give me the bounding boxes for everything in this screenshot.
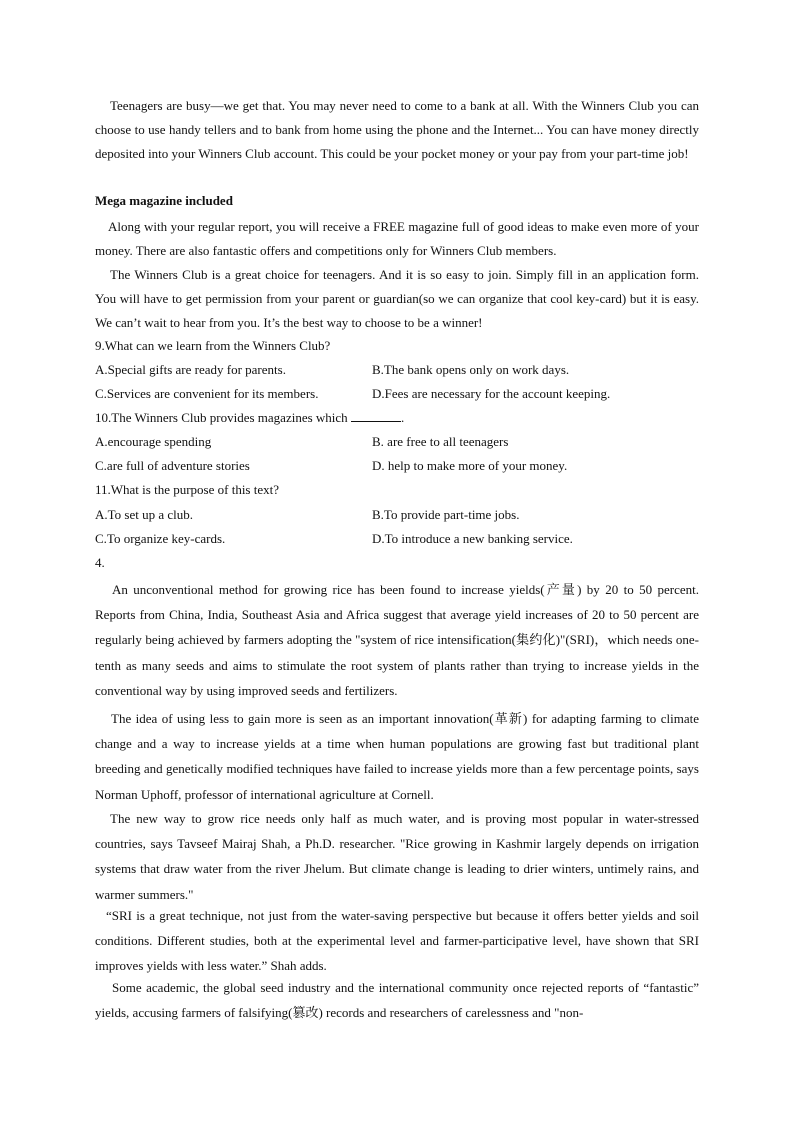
- question-10-option-d: D. help to make more of your money.: [372, 458, 568, 473]
- question-10-option-a: A.encourage spending: [95, 434, 212, 449]
- question-11-option-c: C.To organize key-cards.: [95, 531, 226, 546]
- question-10-option-c: C.are full of adventure stories: [95, 458, 250, 473]
- question-11-option-b: B.To provide part-time jobs.: [372, 507, 520, 522]
- question-11-option-a: A.To set up a club.: [95, 507, 194, 522]
- question-9-option-c: C.Services are convenient for its members.: [95, 386, 319, 401]
- section-heading: Mega magazine included: [95, 193, 233, 208]
- question-10-option-b: B. are free to all teenagers: [372, 434, 509, 449]
- question-9-stem: 9.What can we learn from the Winners Club?: [95, 338, 331, 353]
- passage4-paragraph-5: Some academic, the global seed industry and the international community once rejected reports of “fantastic” yields, accusing farmers of falsifying(篡改) records and researchers of carelessness and "non-: [95, 980, 699, 1021]
- question-10-stem-line: [95, 408, 404, 428]
- passage4-paragraph-1: An unconventional method for growing rice has been found to increase yields(产量) by 20 to 50 percent. Reports from China, India, Southeast Asia and Africa suggest that average yield increases of 20 to 50 percent are regularly being achieved by farmers adopting the "system of rice intensification(集约化)"(SRI)，which needs one-tenth as many seeds and aims to stimulate the root system of plants rather than trying to increase yields in the conventional way by using improved seeds and fertilizers.: [95, 582, 699, 698]
- passage3-paragraph-1: Teenagers are busy—we get that. You may never need to come to a bank at all. With the Winners Club you can choose to use handy tellers and to bank from home using the phone and the Internet... You can have money directly deposited into your Winners Club account. This could be your pocket money or your pay from your part-time job!: [95, 98, 699, 162]
- question-11-stem: 11.What is the purpose of this text?: [95, 482, 280, 497]
- question-9-option-a: A.Special gifts are ready for parents.: [95, 362, 286, 377]
- passage3-paragraph-2: Along with your regular report, you will receive a FREE magazine full of good ideas to make even more of your money. There are also fantastic offers and competitions only for Winners Club members.: [95, 219, 699, 259]
- question-11-option-d: D.To introduce a new banking service.: [372, 531, 573, 546]
- answer-blank: [351, 408, 401, 422]
- question-10-stem-end: .: [400, 410, 405, 425]
- passage3-paragraph-3: The Winners Club is a great choice for teenagers. And it is so easy to join. Simply fill in an application form. You will have to get permission from your parent or guardian(so we can organize that cool key-card) but it is easy. We can’t wait to hear from you. It’s the best way to choose to be a winner!: [95, 267, 699, 331]
- question-9-option-b: B.The bank opens only on work days.: [372, 362, 570, 377]
- passage4-paragraph-3: The new way to grow rice needs only half as much water, and is proving most popular in water-stressed countries, says Tavseef Mairaj Shah, a Ph.D. researcher. "Rice growing in Kashmir largely depends on irrigation systems that draw water from the river Jhelum. But climate change is leading to drier winters, untimely rains, and warmer summers.": [95, 811, 699, 902]
- passage4-paragraph-2: The idea of using less to gain more is seen as an important innovation(革新) for adapting farming to climate change and a way to increase yields at a time when human populations are growing fast but traditional plant breeding and genetically modified techniques have failed to increase yields more than a few percentage points, says Norman Uphoff, professor of international agriculture at Cornell.: [95, 711, 699, 802]
- section-number: 4.: [95, 555, 105, 570]
- question-9-option-d: D.Fees are necessary for the account keeping.: [372, 386, 611, 401]
- question-10-stem: 10.The Winners Club provides magazines which: [95, 410, 348, 425]
- passage4-paragraph-4: “SRI is a great technique, not just from the water-saving perspective but because it offers better yields and soil conditions. Different studies, both at the experimental level and farmer-participative level, have shown that SRI improves yields with less water.” Shah adds.: [95, 908, 699, 974]
